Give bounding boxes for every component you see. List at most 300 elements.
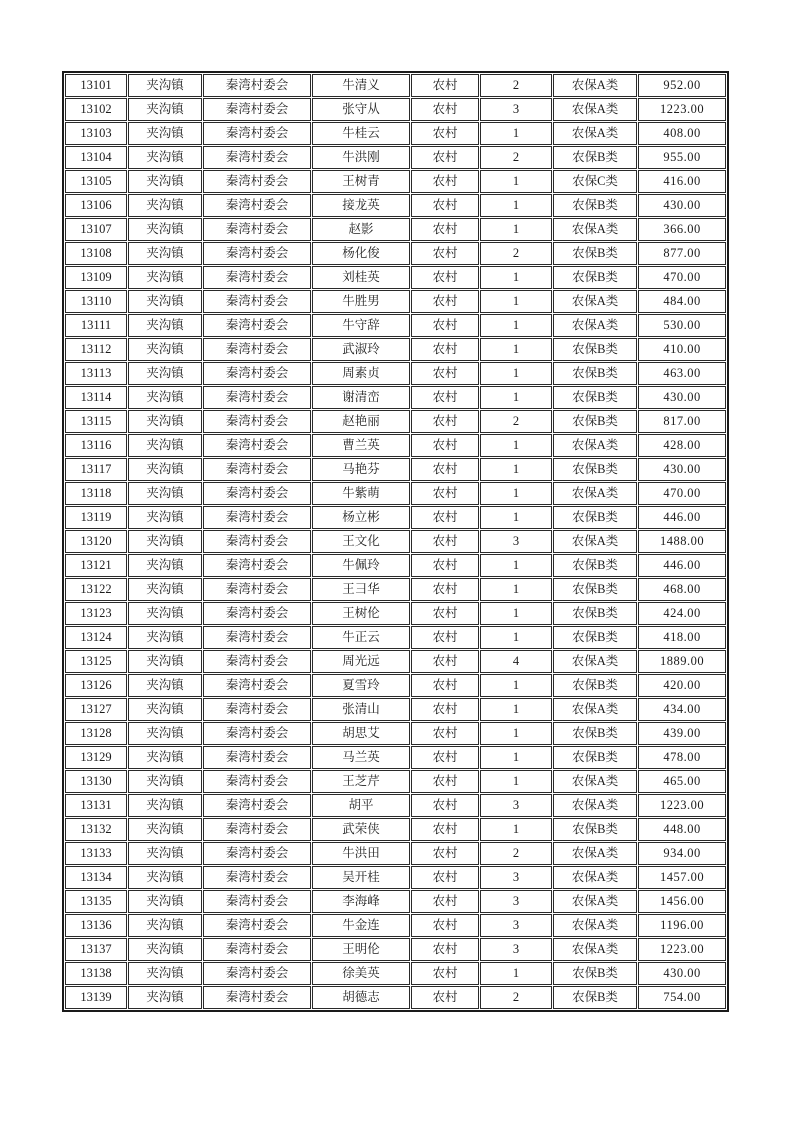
person-count: 3 [480, 530, 552, 553]
insurance-category: 农保B类 [553, 338, 637, 361]
table-row [65, 650, 726, 673]
residence-type: 农村 [411, 266, 479, 289]
village-committee: 秦湾村委会 [203, 458, 311, 481]
insurance-category: 农保A类 [553, 866, 637, 889]
record-id: 13108 [65, 242, 127, 265]
town: 夹沟镇 [128, 410, 202, 433]
table-row [65, 482, 726, 505]
insurance-category: 农保A类 [553, 290, 637, 313]
person-count: 1 [480, 314, 552, 337]
person-count: 1 [480, 818, 552, 841]
town: 夹沟镇 [128, 554, 202, 577]
residence-type: 农村 [411, 362, 479, 385]
town: 夹沟镇 [128, 98, 202, 121]
insurance-category: 农保A类 [553, 938, 637, 961]
town: 夹沟镇 [128, 746, 202, 769]
residence-type: 农村 [411, 338, 479, 361]
person-count: 1 [480, 266, 552, 289]
village-committee: 秦湾村委会 [203, 386, 311, 409]
table-row [65, 962, 726, 985]
residence-type: 农村 [411, 242, 479, 265]
person-count: 1 [480, 626, 552, 649]
insurance-category: 农保A类 [553, 530, 637, 553]
person-name: 马兰英 [312, 746, 410, 769]
person-count: 2 [480, 986, 552, 1009]
village-committee: 秦湾村委会 [203, 674, 311, 697]
person-count: 1 [480, 578, 552, 601]
table-row [65, 938, 726, 961]
record-id: 13116 [65, 434, 127, 457]
residence-type: 农村 [411, 146, 479, 169]
village-committee: 秦湾村委会 [203, 650, 311, 673]
person-count: 1 [480, 122, 552, 145]
village-committee: 秦湾村委会 [203, 842, 311, 865]
insurance-category: 农保B类 [553, 986, 637, 1009]
table-row [65, 218, 726, 241]
village-committee: 秦湾村委会 [203, 770, 311, 793]
person-name: 胡德志 [312, 986, 410, 1009]
person-name: 王彐华 [312, 578, 410, 601]
amount: 470.00 [638, 266, 726, 289]
village-committee: 秦湾村委会 [203, 194, 311, 217]
amount: 470.00 [638, 482, 726, 505]
person-name: 徐美英 [312, 962, 410, 985]
record-id: 13139 [65, 986, 127, 1009]
person-count: 2 [480, 842, 552, 865]
village-committee: 秦湾村委会 [203, 146, 311, 169]
amount: 430.00 [638, 194, 726, 217]
table-row [65, 122, 726, 145]
residence-type: 农村 [411, 290, 479, 313]
town: 夹沟镇 [128, 866, 202, 889]
village-committee: 秦湾村委会 [203, 98, 311, 121]
village-committee: 秦湾村委会 [203, 890, 311, 913]
village-committee: 秦湾村委会 [203, 722, 311, 745]
amount: 955.00 [638, 146, 726, 169]
town: 夹沟镇 [128, 338, 202, 361]
person-count: 2 [480, 242, 552, 265]
person-name: 夏雪玲 [312, 674, 410, 697]
record-id: 13125 [65, 650, 127, 673]
person-count: 1 [480, 458, 552, 481]
amount: 934.00 [638, 842, 726, 865]
record-id: 13130 [65, 770, 127, 793]
village-committee: 秦湾村委会 [203, 410, 311, 433]
residence-type: 农村 [411, 650, 479, 673]
person-count: 3 [480, 914, 552, 937]
record-id: 13103 [65, 122, 127, 145]
person-count: 1 [480, 962, 552, 985]
town: 夹沟镇 [128, 578, 202, 601]
amount: 1223.00 [638, 794, 726, 817]
record-id: 13122 [65, 578, 127, 601]
village-committee: 秦湾村委会 [203, 362, 311, 385]
person-name: 牛桂云 [312, 122, 410, 145]
table-row [65, 410, 726, 433]
record-id: 13121 [65, 554, 127, 577]
record-id: 13107 [65, 218, 127, 241]
person-name: 武淑玲 [312, 338, 410, 361]
village-committee: 秦湾村委会 [203, 986, 311, 1009]
village-committee: 秦湾村委会 [203, 482, 311, 505]
amount: 484.00 [638, 290, 726, 313]
table-row [65, 770, 726, 793]
table-row [65, 842, 726, 865]
insurance-category: 农保C类 [553, 170, 637, 193]
town: 夹沟镇 [128, 962, 202, 985]
person-count: 1 [480, 170, 552, 193]
insurance-category: 农保B类 [553, 818, 637, 841]
residence-type: 农村 [411, 986, 479, 1009]
table-row [65, 98, 726, 121]
table-row [65, 266, 726, 289]
amount: 439.00 [638, 722, 726, 745]
town: 夹沟镇 [128, 266, 202, 289]
residence-type: 农村 [411, 98, 479, 121]
insurance-category: 农保B类 [553, 674, 637, 697]
person-count: 1 [480, 698, 552, 721]
person-name: 周光远 [312, 650, 410, 673]
residence-type: 农村 [411, 314, 479, 337]
record-id: 13124 [65, 626, 127, 649]
residence-type: 农村 [411, 194, 479, 217]
residence-type: 农村 [411, 602, 479, 625]
person-name: 曹兰英 [312, 434, 410, 457]
table-row [65, 602, 726, 625]
residence-type: 农村 [411, 482, 479, 505]
residence-type: 农村 [411, 386, 479, 409]
person-name: 杨立彬 [312, 506, 410, 529]
town: 夹沟镇 [128, 722, 202, 745]
record-id: 13109 [65, 266, 127, 289]
amount: 448.00 [638, 818, 726, 841]
village-committee: 秦湾村委会 [203, 266, 311, 289]
person-name: 牛金连 [312, 914, 410, 937]
person-count: 1 [480, 746, 552, 769]
person-name: 李海峰 [312, 890, 410, 913]
amount: 468.00 [638, 578, 726, 601]
person-name: 牛紫萌 [312, 482, 410, 505]
insurance-category: 农保B类 [553, 410, 637, 433]
village-committee: 秦湾村委会 [203, 962, 311, 985]
insurance-category: 农保A类 [553, 842, 637, 865]
town: 夹沟镇 [128, 314, 202, 337]
village-committee: 秦湾村委会 [203, 506, 311, 529]
amount: 434.00 [638, 698, 726, 721]
record-id: 13128 [65, 722, 127, 745]
town: 夹沟镇 [128, 146, 202, 169]
village-committee: 秦湾村委会 [203, 818, 311, 841]
residence-type: 农村 [411, 578, 479, 601]
residence-type: 农村 [411, 674, 479, 697]
record-id: 13102 [65, 98, 127, 121]
amount: 1488.00 [638, 530, 726, 553]
village-committee: 秦湾村委会 [203, 698, 311, 721]
insurance-category: 农保B类 [553, 626, 637, 649]
amount: 465.00 [638, 770, 726, 793]
town: 夹沟镇 [128, 74, 202, 97]
record-id: 13110 [65, 290, 127, 313]
person-name: 牛洪田 [312, 842, 410, 865]
residence-type: 农村 [411, 170, 479, 193]
town: 夹沟镇 [128, 986, 202, 1009]
town: 夹沟镇 [128, 506, 202, 529]
amount: 418.00 [638, 626, 726, 649]
village-committee: 秦湾村委会 [203, 218, 311, 241]
person-name: 赵艳丽 [312, 410, 410, 433]
insurance-category: 农保A类 [553, 218, 637, 241]
town: 夹沟镇 [128, 890, 202, 913]
person-name: 张清山 [312, 698, 410, 721]
person-name: 胡思艾 [312, 722, 410, 745]
table-row [65, 194, 726, 217]
person-name: 王树青 [312, 170, 410, 193]
person-count: 2 [480, 146, 552, 169]
residence-type: 农村 [411, 458, 479, 481]
residence-type: 农村 [411, 794, 479, 817]
residence-type: 农村 [411, 122, 479, 145]
amount: 366.00 [638, 218, 726, 241]
insurance-category: 农保A类 [553, 698, 637, 721]
village-committee: 秦湾村委会 [203, 626, 311, 649]
table-row [65, 530, 726, 553]
amount: 420.00 [638, 674, 726, 697]
village-committee: 秦湾村委会 [203, 170, 311, 193]
table-row [65, 866, 726, 889]
record-id: 13111 [65, 314, 127, 337]
record-id: 13129 [65, 746, 127, 769]
village-committee: 秦湾村委会 [203, 554, 311, 577]
insurance-category: 农保B类 [553, 962, 637, 985]
person-count: 1 [480, 434, 552, 457]
person-name: 王明伦 [312, 938, 410, 961]
insurance-category: 农保B类 [553, 746, 637, 769]
person-count: 1 [480, 674, 552, 697]
person-count: 1 [480, 506, 552, 529]
record-id: 13115 [65, 410, 127, 433]
residence-type: 农村 [411, 626, 479, 649]
amount: 424.00 [638, 602, 726, 625]
amount: 1196.00 [638, 914, 726, 937]
village-committee: 秦湾村委会 [203, 938, 311, 961]
town: 夹沟镇 [128, 842, 202, 865]
table-row [65, 626, 726, 649]
insurance-category: 农保B类 [553, 266, 637, 289]
amount: 877.00 [638, 242, 726, 265]
table-row [65, 386, 726, 409]
insurance-category: 农保B类 [553, 554, 637, 577]
insurance-category: 农保B类 [553, 602, 637, 625]
town: 夹沟镇 [128, 650, 202, 673]
amount: 463.00 [638, 362, 726, 385]
table-row [65, 314, 726, 337]
person-count: 1 [480, 722, 552, 745]
insurance-category: 农保A类 [553, 482, 637, 505]
town: 夹沟镇 [128, 914, 202, 937]
person-count: 1 [480, 290, 552, 313]
record-id: 13120 [65, 530, 127, 553]
record-id: 13132 [65, 818, 127, 841]
person-count: 2 [480, 74, 552, 97]
table-row [65, 986, 726, 1009]
person-count: 4 [480, 650, 552, 673]
insurance-category: 农保A类 [553, 914, 637, 937]
amount: 410.00 [638, 338, 726, 361]
insurance-category: 农保B类 [553, 362, 637, 385]
person-name: 牛胜男 [312, 290, 410, 313]
insurance-category: 农保A类 [553, 74, 637, 97]
town: 夹沟镇 [128, 530, 202, 553]
record-id: 13117 [65, 458, 127, 481]
person-name: 武荣侠 [312, 818, 410, 841]
person-name: 刘桂英 [312, 266, 410, 289]
insurance-category: 农保B类 [553, 242, 637, 265]
insurance-category: 农保B类 [553, 722, 637, 745]
person-count: 1 [480, 386, 552, 409]
town: 夹沟镇 [128, 194, 202, 217]
amount: 1457.00 [638, 866, 726, 889]
insurance-category: 农保B类 [553, 194, 637, 217]
record-id: 13135 [65, 890, 127, 913]
residence-type: 农村 [411, 914, 479, 937]
record-id: 13133 [65, 842, 127, 865]
amount: 446.00 [638, 554, 726, 577]
insurance-category: 农保B类 [553, 146, 637, 169]
person-count: 1 [480, 770, 552, 793]
table-row [65, 242, 726, 265]
village-committee: 秦湾村委会 [203, 914, 311, 937]
person-count: 1 [480, 554, 552, 577]
insurance-category: 农保B类 [553, 578, 637, 601]
person-name: 牛洪刚 [312, 146, 410, 169]
town: 夹沟镇 [128, 794, 202, 817]
record-id: 13137 [65, 938, 127, 961]
town: 夹沟镇 [128, 290, 202, 313]
person-count: 3 [480, 890, 552, 913]
village-committee: 秦湾村委会 [203, 530, 311, 553]
record-id: 13123 [65, 602, 127, 625]
record-id: 13126 [65, 674, 127, 697]
town: 夹沟镇 [128, 938, 202, 961]
town: 夹沟镇 [128, 122, 202, 145]
table-row [65, 890, 726, 913]
insurance-category: 农保B类 [553, 386, 637, 409]
person-name: 牛佩玲 [312, 554, 410, 577]
village-committee: 秦湾村委会 [203, 434, 311, 457]
record-id: 13114 [65, 386, 127, 409]
record-id: 13101 [65, 74, 127, 97]
residence-type: 农村 [411, 506, 479, 529]
town: 夹沟镇 [128, 170, 202, 193]
person-name: 马艳芬 [312, 458, 410, 481]
town: 夹沟镇 [128, 626, 202, 649]
amount: 1223.00 [638, 938, 726, 961]
table-row [65, 554, 726, 577]
person-name: 胡平 [312, 794, 410, 817]
village-committee: 秦湾村委会 [203, 122, 311, 145]
insurance-category: 农保B类 [553, 458, 637, 481]
record-id: 13131 [65, 794, 127, 817]
village-committee: 秦湾村委会 [203, 746, 311, 769]
amount: 952.00 [638, 74, 726, 97]
record-id: 13138 [65, 962, 127, 985]
person-name: 张守从 [312, 98, 410, 121]
town: 夹沟镇 [128, 386, 202, 409]
person-name: 吴开桂 [312, 866, 410, 889]
residence-type: 农村 [411, 218, 479, 241]
table-row [65, 74, 726, 97]
amount: 478.00 [638, 746, 726, 769]
record-id: 13112 [65, 338, 127, 361]
table-row [65, 170, 726, 193]
person-name: 杨化俊 [312, 242, 410, 265]
insurance-category: 农保A类 [553, 650, 637, 673]
amount: 430.00 [638, 962, 726, 985]
town: 夹沟镇 [128, 434, 202, 457]
records-table [62, 71, 729, 1012]
record-id: 13136 [65, 914, 127, 937]
amount: 754.00 [638, 986, 726, 1009]
insurance-category: 农保A类 [553, 890, 637, 913]
table-row [65, 434, 726, 457]
village-committee: 秦湾村委会 [203, 74, 311, 97]
residence-type: 农村 [411, 554, 479, 577]
person-count: 3 [480, 794, 552, 817]
record-id: 13119 [65, 506, 127, 529]
person-name: 周素贞 [312, 362, 410, 385]
record-id: 13106 [65, 194, 127, 217]
person-name: 赵影 [312, 218, 410, 241]
residence-type: 农村 [411, 962, 479, 985]
record-id: 13104 [65, 146, 127, 169]
amount: 416.00 [638, 170, 726, 193]
amount: 446.00 [638, 506, 726, 529]
table-row [65, 674, 726, 697]
record-id: 13105 [65, 170, 127, 193]
town: 夹沟镇 [128, 770, 202, 793]
table-row [65, 578, 726, 601]
amount: 1889.00 [638, 650, 726, 673]
town: 夹沟镇 [128, 602, 202, 625]
table-row [65, 722, 726, 745]
person-count: 3 [480, 866, 552, 889]
insurance-category: 农保A类 [553, 98, 637, 121]
residence-type: 农村 [411, 74, 479, 97]
insurance-category: 农保B类 [553, 506, 637, 529]
record-id: 13113 [65, 362, 127, 385]
town: 夹沟镇 [128, 218, 202, 241]
record-id: 13118 [65, 482, 127, 505]
table-row [65, 746, 726, 769]
person-name: 牛守辞 [312, 314, 410, 337]
person-name: 王芝芹 [312, 770, 410, 793]
records-table-body [65, 74, 726, 1009]
residence-type: 农村 [411, 722, 479, 745]
person-count: 3 [480, 98, 552, 121]
village-committee: 秦湾村委会 [203, 602, 311, 625]
residence-type: 农村 [411, 938, 479, 961]
record-id: 13134 [65, 866, 127, 889]
table-row [65, 146, 726, 169]
insurance-category: 农保A类 [553, 794, 637, 817]
village-committee: 秦湾村委会 [203, 338, 311, 361]
person-name: 牛正云 [312, 626, 410, 649]
residence-type: 农村 [411, 866, 479, 889]
person-count: 1 [480, 362, 552, 385]
amount: 428.00 [638, 434, 726, 457]
residence-type: 农村 [411, 818, 479, 841]
amount: 817.00 [638, 410, 726, 433]
